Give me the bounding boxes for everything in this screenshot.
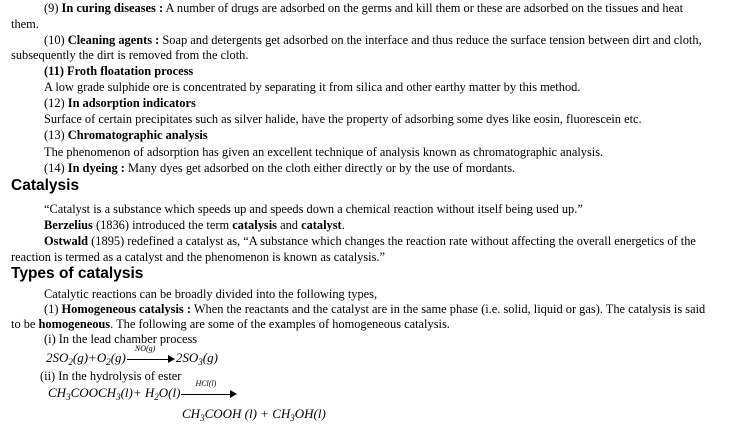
item-12-text: Surface of certain precipitates such as silver halide, have the property of adsorbing some dyes like eosin, fluorescein etc.: [44, 112, 642, 126]
item-11-title: (11) Froth floatation process: [44, 64, 194, 78]
ostwald-line: Ostwald (1895) redefined a catalyst as, “A substance which changes the reaction rate without affecting the overall energetics of the: [44, 234, 696, 248]
homogeneous-line: (1) Homogeneous catalysis : When the reactants and the catalyst are in the same phase (i.e. solid, liquid or gas). The catalysis is said: [44, 302, 706, 316]
reaction-arrow: NO(g): [127, 354, 175, 364]
item-12-title: In adsorption indicators: [67, 96, 196, 110]
ostwald-cont: reaction is termed as a catalyst and the phenomenon is known as catalysis.”: [11, 250, 386, 264]
types-intro: Catalytic reactions can be broadly divided into the following types,: [44, 287, 378, 301]
item-13: (13) Chromatographic analysis: [44, 128, 208, 142]
item-10-cont: subsequently the dirt is removed from the cloth.: [11, 48, 249, 62]
catalyst-definition: “Catalyst is a substance which speeds up and speeds down a chemical reaction without itself being used up.”: [44, 202, 583, 216]
item-9: (9) In curing diseases : A number of drugs are adsorbed on the germs and kill them or these are adsorbed on the tissues and heat: [44, 1, 684, 15]
item-9-title: In curing diseases :: [61, 1, 164, 15]
item-13-text: The phenomenon of adsorption has given an excellent technique of analysis known as chromatographic analysis.: [44, 145, 604, 159]
item-10-title: Cleaning agents :: [67, 33, 160, 47]
berzelius-line: Berzelius (1836) introduced the term catalysis and catalyst.: [44, 218, 345, 232]
item-9-cont: them.: [11, 17, 39, 31]
item-12: (12) In adsorption indicators: [44, 96, 196, 110]
item-14-title: In dyeing :: [67, 161, 125, 175]
item-10: (10) Cleaning agents : Soap and detergents get adsorbed on the interface and thus reduce the surface tension between dirt and cloth,: [44, 33, 702, 47]
item-14: (14) In dyeing : Many dyes get adsorbed on the cloth either directly or by the use of mordants.: [44, 161, 516, 175]
item-13-title: Chromatographic analysis: [67, 128, 208, 142]
reaction-arrow: HCl(l): [181, 389, 237, 399]
section-heading-catalysis: Catalysis: [11, 177, 80, 194]
section-heading-types: Types of catalysis: [11, 265, 144, 282]
equation-ester-hydrolysis-left: $CH_3COOCH_3(l)+ H_2O(l)$ HCl(l): [48, 385, 238, 405]
example-lead-chamber: (i) In the lead chamber process: [44, 332, 198, 346]
example-ester-hydrolysis: (ii) In the hydrolysis of ester: [40, 369, 182, 383]
equation-lead-chamber: $2SO_2(g)+O_2(g)$ NO(g) $2SO_3(g)$: [46, 344, 218, 367]
homogeneous-cont: to be homogeneous. The following are some of the examples of homogeneous catalysis.: [11, 317, 450, 331]
equation-ester-hydrolysis-right: $CH_3COOH$ $(l) + CH_3OH(l)$: [182, 406, 326, 423]
item-11-text: A low grade sulphide ore is concentrated by separating it from silica and other earthy matter by this method.: [44, 80, 581, 94]
